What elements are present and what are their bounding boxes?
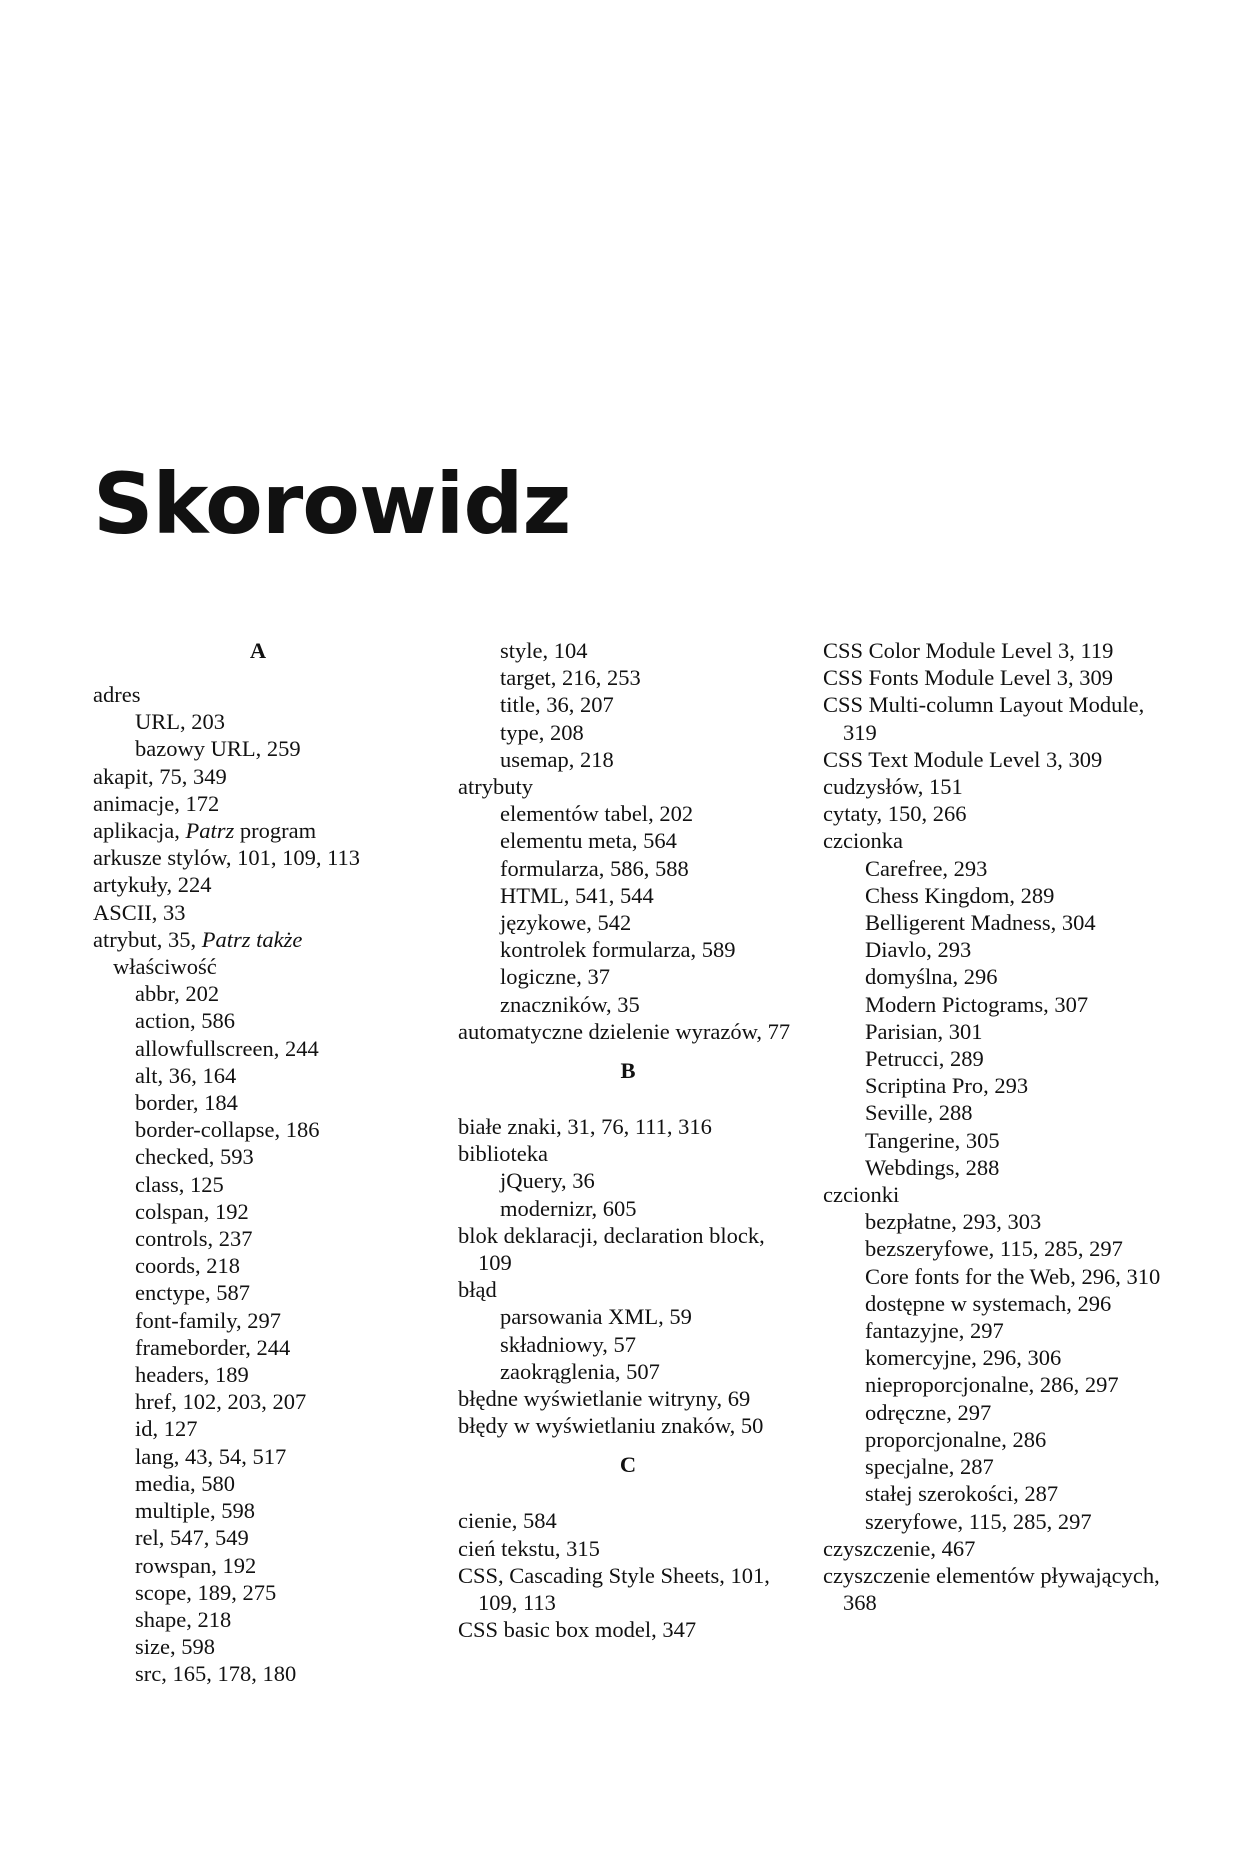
index-subentry: elementu meta, 564 [500, 828, 677, 854]
index-entry: cień tekstu, 315 [458, 1535, 600, 1561]
index-entry: CSS, Cascading Style Sheets, 101, 109, 113 [458, 1562, 770, 1616]
index-subentry: multiple, 598 [135, 1498, 255, 1524]
index-subentry: Parisian, 301 [865, 1018, 983, 1044]
index-subentry: fantazyjne, 297 [865, 1318, 1004, 1344]
index-entry: CSS Fonts Module Level 3, 309 [823, 665, 1114, 691]
index-subentry: target, 216, 253 [500, 665, 641, 691]
index-subentry: rowspan, 192 [135, 1552, 257, 1578]
index-entry: aplikacja, Patrz program [93, 818, 317, 844]
index-subentry: logiczne, 37 [500, 964, 610, 990]
index-subentry: src, 165, 178, 180 [135, 1661, 297, 1687]
index-subentry: media, 580 [135, 1470, 235, 1496]
index-entry: białe znaki, 31, 76, 111, 316 [458, 1114, 712, 1140]
index-subentry: enctype, 587 [135, 1280, 250, 1306]
index-subentry: lang, 43, 54, 517 [135, 1443, 287, 1469]
index-subentry: specjalne, 287 [865, 1454, 994, 1480]
index-subentry: odręczne, 297 [865, 1399, 992, 1425]
index-subentry: właściwość [113, 954, 217, 980]
index-subentry: znaczników, 35 [500, 991, 640, 1017]
index-entry: cienie, 584 [458, 1508, 557, 1534]
index-entry: cytaty, 150, 266 [823, 801, 967, 827]
index-entry: błędy w wyświetlaniu znaków, 50 [458, 1413, 764, 1439]
index-entry: czyszczenie elementów pływających, 368 [823, 1562, 1160, 1616]
section-letter-heading: B [620, 1058, 636, 1084]
index-subentry: komercyjne, 296, 306 [865, 1345, 1062, 1371]
index-subentry: font-family, 297 [135, 1307, 282, 1333]
index-subentry: style, 104 [500, 638, 588, 663]
index-entry: artykuły, 224 [93, 872, 212, 898]
index-subentry: dostępne w systemach, 296 [865, 1290, 1112, 1316]
index-entry: czcionka [823, 828, 903, 854]
index-entry: czyszczenie, 467 [823, 1535, 976, 1561]
index-subentry: colspan, 192 [135, 1198, 249, 1224]
index-subentry: URL, 203 [135, 709, 225, 735]
index-subentry: Carefree, 293 [865, 855, 988, 881]
index-subentry: Petrucci, 289 [865, 1046, 984, 1072]
index-entry: CSS Multi-column Layout Module, 319 [823, 692, 1145, 745]
index-entry: CSS Color Module Level 3, 119 [823, 638, 1114, 663]
index-column-2 [458, 637, 798, 1644]
index-subentry: szeryfowe, 115, 285, 297 [865, 1508, 1092, 1534]
index-subentry: Diavlo, 293 [865, 937, 972, 963]
index-subentry: Seville, 288 [865, 1100, 973, 1126]
index-entry: cudzysłów, 151 [823, 774, 963, 800]
page-title: Skorowidz [93, 455, 571, 553]
index-subentry: allowfullscreen, 244 [135, 1035, 319, 1061]
index-subentry: usemap, 218 [500, 746, 614, 772]
index-subentry: alt, 36, 164 [135, 1062, 237, 1088]
section-letter-heading: C [619, 1452, 637, 1478]
index-subentry: checked, 593 [135, 1144, 254, 1170]
index-subentry: jQuery, 36 [500, 1168, 595, 1194]
index-subentry: action, 586 [135, 1008, 235, 1034]
index-entry: CSS basic box model, 347 [458, 1617, 697, 1643]
index-subentry: Chess Kingdom, 289 [865, 882, 1055, 908]
index-subentry: HTML, 541, 544 [500, 882, 654, 908]
index-subentry: bezszeryfowe, 115, 285, 297 [865, 1236, 1123, 1262]
section-letter-heading: A [249, 638, 267, 663]
index-subentry: Modern Pictograms, 307 [865, 991, 1089, 1017]
index-subentry: bazowy URL, 259 [135, 736, 301, 762]
index-subentry: Core fonts for the Web, 296, 310 [865, 1263, 1161, 1289]
index-subentry: domyślna, 296 [865, 964, 998, 990]
index-subentry: title, 36, 207 [500, 692, 614, 718]
index-entry: CSS Text Module Level 3, 309 [823, 746, 1103, 772]
index-entry: adres [93, 682, 141, 707]
index-subentry: headers, 189 [135, 1362, 249, 1388]
index-subentry: border, 184 [135, 1090, 238, 1116]
index-subentry: id, 127 [135, 1416, 198, 1442]
index-subentry: składniowy, 57 [500, 1331, 637, 1357]
index-subentry: modernizr, 605 [500, 1195, 637, 1221]
index-subentry: parsowania XML, 59 [500, 1304, 692, 1330]
index-entry: animacje, 172 [93, 790, 220, 816]
index-subentry: scope, 189, 275 [135, 1579, 277, 1605]
index-entry: atrybut, 35, Patrz także [93, 926, 303, 952]
index-subentry: bezpłatne, 293, 303 [865, 1209, 1042, 1235]
index-subentry: proporcjonalne, 286 [865, 1426, 1047, 1452]
index-subentry: rel, 547, 549 [135, 1525, 249, 1551]
index-subentry: Belligerent Madness, 304 [865, 910, 1096, 936]
index-entry: automatyczne dzielenie wyrazów, 77 [458, 1018, 791, 1044]
index-entry: błąd [458, 1277, 497, 1303]
index-subentry: Tangerine, 305 [865, 1127, 1000, 1153]
index-subentry: formularza, 586, 588 [500, 855, 689, 881]
index-entry: blok deklaracji, declaration block, 109 [458, 1222, 765, 1276]
index-subentry: Scriptina Pro, 293 [865, 1073, 1029, 1099]
index-subentry: nieproporcjonalne, 286, 297 [865, 1372, 1119, 1398]
index-subentry: Webdings, 288 [865, 1154, 1000, 1180]
index-subentry: href, 102, 203, 207 [135, 1389, 307, 1415]
index-entry: biblioteka [458, 1141, 548, 1167]
index-entry: arkusze stylów, 101, 109, 113 [93, 845, 361, 871]
index-subentry: elementów tabel, 202 [500, 801, 694, 827]
index-subentry: coords, 218 [135, 1253, 240, 1279]
index-subentry: kontrolek formularza, 589 [500, 937, 736, 963]
index-subentry: stałej szerokości, 287 [865, 1481, 1059, 1507]
index-column-3 [823, 637, 1173, 1616]
index-entry: atrybuty [458, 774, 533, 800]
index-subentry: frameborder, 244 [135, 1334, 291, 1360]
index-subentry: językowe, 542 [500, 910, 632, 936]
index-subentry: size, 598 [135, 1634, 215, 1660]
index-subentry: shape, 218 [135, 1606, 232, 1632]
index-entry: błędne wyświetlanie witryny, 69 [458, 1386, 751, 1412]
index-subentry: abbr, 202 [135, 981, 220, 1007]
index-entry: czcionki [823, 1182, 900, 1208]
index-subentry: type, 208 [500, 719, 584, 745]
index-entry: ASCII, 33 [93, 899, 186, 925]
index-column-1 [93, 637, 423, 1688]
index-entry: akapit, 75, 349 [93, 763, 227, 789]
index-subentry: zaokrąglenia, 507 [500, 1358, 660, 1384]
index-subentry: class, 125 [135, 1171, 224, 1197]
index-subentry: border-collapse, 186 [135, 1117, 320, 1143]
index-subentry: controls, 237 [135, 1226, 253, 1252]
